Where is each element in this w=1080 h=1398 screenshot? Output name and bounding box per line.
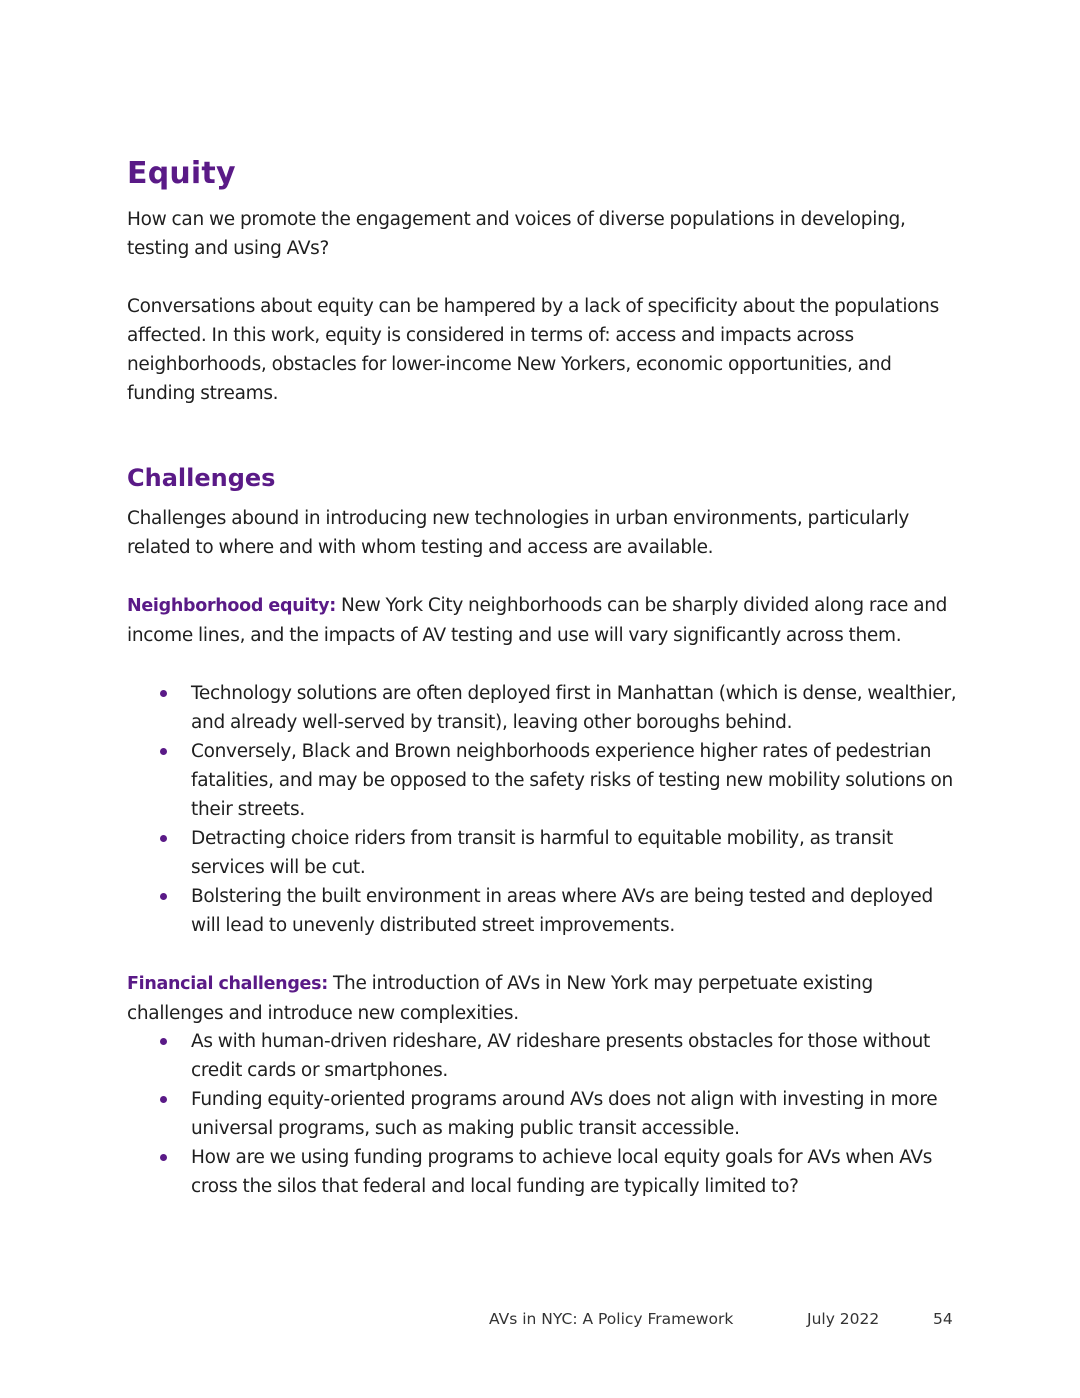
financial-label: Financial challenges: (127, 974, 328, 994)
financial-text: The introduction of AVs in New York may perpetuate existing challenges and introduce new complexities. (127, 973, 873, 1024)
section-question: How can we promote the engagement and voices of diverse populations in developing, testing and using AVs? (127, 209, 906, 259)
list-item: How are we using funding programs to achieve local equity goals for AVs when AVs cross the silos that federal and local funding are typically limited to? (127, 1143, 957, 1201)
financial-paragraph (127, 969, 957, 1028)
list-item: Conversely, Black and Brown neighborhoods experience higher rates of pedestrian fatalities, and may be opposed to the safety risks of testing new mobility solutions on their streets. (127, 737, 957, 824)
neighborhood-bullet-list (127, 679, 957, 940)
footer-document-title: AVs in NYC: A Policy Framework (489, 1310, 734, 1328)
bullet-icon (160, 748, 167, 755)
bullet-icon (160, 1038, 167, 1045)
neighborhood-paragraph (127, 591, 957, 650)
footer-date: July 2022 (807, 1310, 880, 1328)
section-intro: Conversations about equity can be hampered by a lack of specificity about the populations affected. In this work, equity is considered in terms of: access and impacts across neighborhoods, obstacles for lower-income New Yorkers, economic opportunities, and funding streams. (127, 296, 939, 404)
neighborhood-text: New York City neighborhoods can be sharply divided along race and income lines, and the impacts of AV testing and use will vary significantly across them. (127, 595, 948, 646)
list-item: Funding equity-oriented programs around AVs does not align with investing in more universal programs, such as making public transit accessible. (127, 1085, 957, 1143)
financial-bullet-list (127, 1027, 957, 1201)
neighborhood-label: Neighborhood equity: (127, 596, 336, 616)
list-item: As with human-driven rideshare, AV rideshare presents obstacles for those without credit cards or smartphones. (127, 1027, 957, 1085)
bullet-icon (160, 690, 167, 697)
bullet-icon (160, 835, 167, 842)
challenges-heading: Challenges (127, 464, 276, 492)
list-item: Technology solutions are often deployed first in Manhattan (which is dense, wealthier, and already well-served by transit), leaving other boroughs behind. (127, 679, 957, 737)
list-item: Bolstering the built environment in areas where AVs are being tested and deployed will lead to unevenly distributed street improvements. (127, 882, 957, 940)
section-title: Equity (127, 156, 236, 191)
bullet-icon (160, 1154, 167, 1161)
bullet-icon (160, 1096, 167, 1103)
footer-page-number: 54 (933, 1310, 953, 1328)
list-item: Detracting choice riders from transit is harmful to equitable mobility, as transit services will be cut. (127, 824, 957, 882)
bullet-icon (160, 893, 167, 900)
challenges-intro: Challenges abound in introducing new technologies in urban environments, particularly related to where and with whom testing and access are available. (127, 508, 910, 558)
